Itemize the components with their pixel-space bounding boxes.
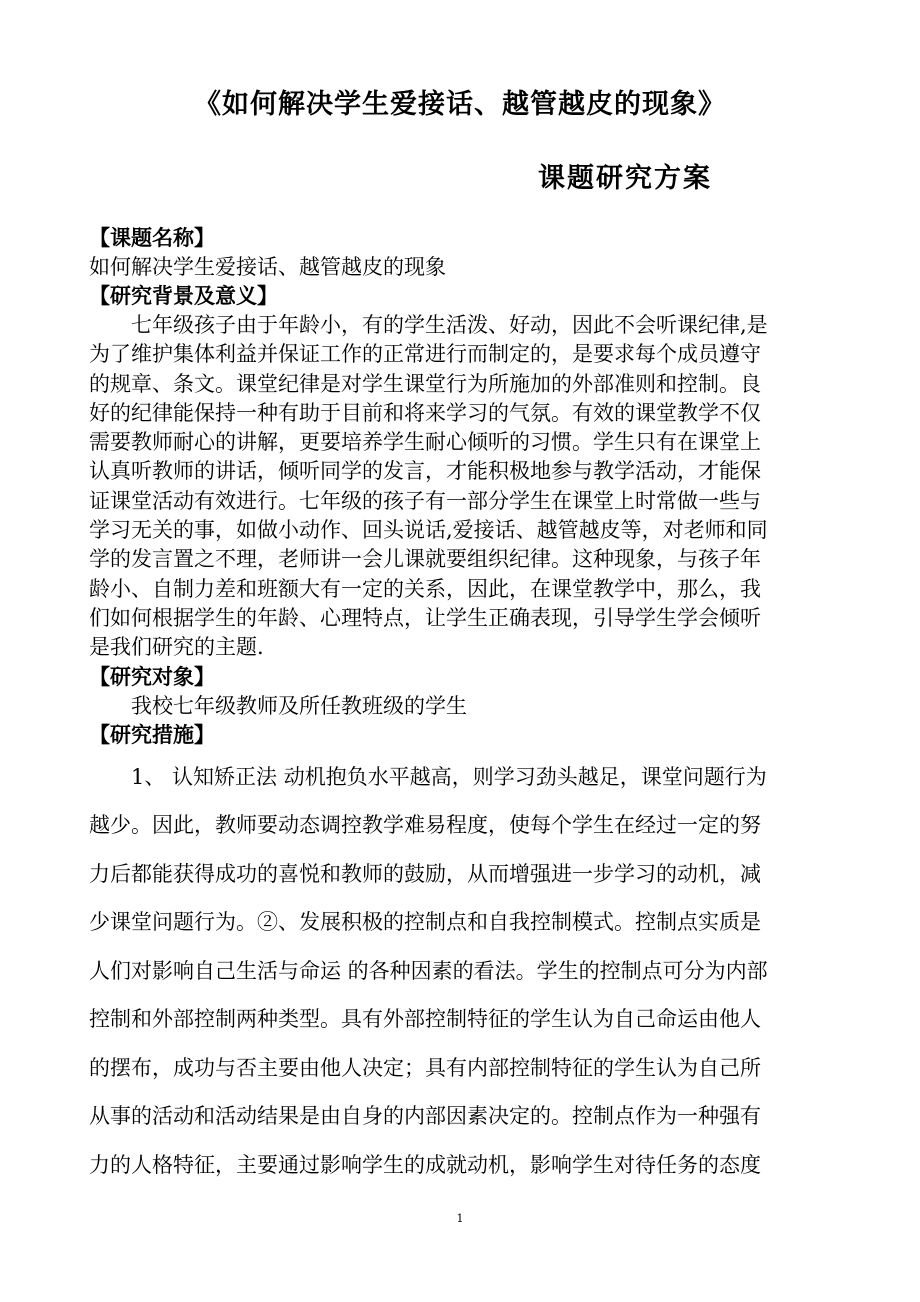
paragraph-line: 人们对影响自己生活与命运 的各种因素的看法。学生的控制点可分为内部 [89, 958, 768, 983]
paragraph-line: 学习无关的事，如做小动作、回头说话,爱接话、越管越皮等，对老师和同 [89, 518, 768, 543]
paragraph-line: 学的发言置之不理，老师讲一会儿课就要组织纪律。这种现象，与孩子年 [89, 547, 761, 572]
paragraph-line: 是我们研究的主题. [89, 635, 264, 660]
paragraph-line: 少课堂问题行为。②、发展积极的控制点和自我控制模式。控制点实质是 [89, 910, 761, 935]
paragraph-line: 七年级孩子由于年龄小，有的学生活泼、好动，因此不会听课纪律,是 [131, 313, 768, 337]
research-object-text: 我校七年级教师及所任教班级的学生 [131, 693, 467, 718]
section-heading-measures: 【研究措施】 [89, 722, 215, 747]
section-heading-object: 【研究对象】 [89, 664, 215, 689]
paragraph-line: 越少。因此，教师要动态调控教学难易程度，使每个学生在经过一定的努 [89, 813, 761, 838]
paragraph-line: 需要教师耐心的讲解，更要培养学生耐心倾听的习惯。学生只有在课堂上 [89, 430, 761, 455]
measures-paragraph [89, 753, 841, 1190]
paragraph-line: 们如何根据学生的年龄、心理特点，让学生正确表现，引导学生学会倾听 [89, 605, 761, 630]
paragraph-line: 力的人格特征，主要通过影响学生的成就动机，影响学生对待任务的态度 [89, 1152, 761, 1177]
paragraph-line: 好的纪律能保持一种有助于目前和将来学习的气氛。有效的课堂教学不仅 [89, 400, 761, 425]
paragraph-line: 的摆布，成功与否主要由他人决定；具有内部控制特征的学生认为自己所 [89, 1055, 761, 1080]
document-body [89, 224, 841, 1189]
background-paragraph [89, 311, 841, 663]
paragraph-line: 认真听教师的讲话，倾听同学的发言，才能积极地参与教学活动，才能保 [89, 459, 761, 484]
paragraph-line: 证课堂活动有效进行。七年级的孩子有一部分学生在课堂上时常做一些与 [89, 488, 761, 513]
paragraph-line: 从事的活动和活动结果是由自身的内部因素决定的。控制点作为一种强有 [89, 1104, 761, 1129]
paragraph-line: 控制和外部控制两种类型。具有外部控制特征的学生认为自己命运由他人 [89, 1007, 761, 1032]
topic-name-text: 如何解决学生爱接话、越管越皮的现象 [89, 255, 446, 279]
paragraph-line: 的规章、条文。课堂纪律是对学生课堂行为所施加的外部准则和控制。良 [89, 371, 761, 396]
section-heading-background: 【研究背景及意义】 [89, 284, 278, 308]
section-heading-name: 【课题名称】 [89, 226, 215, 250]
document-title: 《如何解决学生爱接话、越管越皮的现象》 [194, 89, 726, 120]
paragraph-line: 1、 认知矫正法 动机抱负水平越高，则学习劲头越足，课堂问题行为 [131, 764, 767, 789]
paragraph-line: 力后都能获得成功的喜悦和教师的鼓励，从而增强进一步学习的动机，减 [89, 861, 761, 886]
paragraph-line: 为了维护集体利益并保证工作的正常进行而制定的，是要求每个成员遵守 [89, 342, 761, 367]
page-number: 1 [456, 1212, 464, 1225]
paragraph-line: 龄小、自制力差和班额大有一定的关系，因此，在课堂教学中，那么，我 [89, 576, 761, 601]
document-subtitle: 课题研究方案 [538, 163, 712, 194]
